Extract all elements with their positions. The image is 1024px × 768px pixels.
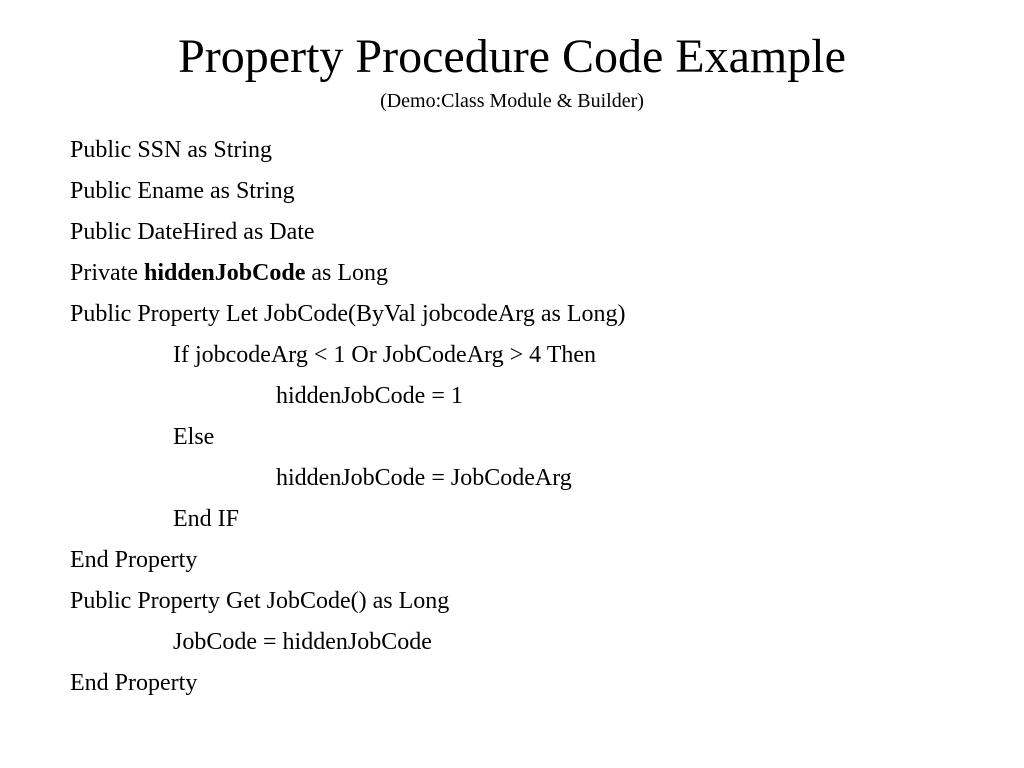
code-line-property-get: Public Property Get JobCode() as Long [70, 588, 450, 614]
code-line-datehired-declaration: Public DateHired as Date [70, 219, 315, 245]
code-line-property-let: Public Property Let JobCode(ByVal jobcodeArg as Long) [70, 301, 626, 327]
code-line-assign-default: hiddenJobCode = 1 [276, 383, 463, 409]
code-line-ename-declaration: Public Ename as String [70, 178, 295, 204]
code-line-assign-argument: hiddenJobCode = JobCodeArg [276, 465, 572, 491]
code-line-ssn-declaration: Public SSN as String [70, 137, 273, 163]
slide-subtitle: (Demo:Class Module & Builder) [380, 90, 644, 112]
code-line-end-property-let: End Property [70, 547, 198, 573]
code-line-end-property-get: End Property [70, 670, 198, 696]
code-line-hiddenjobcode-declaration [70, 253, 990, 294]
code-line-return-value: JobCode = hiddenJobCode [173, 629, 432, 655]
code-type-long: as Long [305, 260, 389, 286]
code-line-end-if: End IF [173, 506, 239, 532]
code-variable-hiddenjobcode: hiddenJobCode [143, 260, 306, 286]
slide-title: Property Procedure Code Example [178, 30, 846, 83]
code-block [70, 130, 990, 704]
code-line-if-condition: If jobcodeArg < 1 Or JobCodeArg > 4 Then [173, 342, 597, 368]
code-keyword-private: Private [70, 260, 144, 286]
code-line-else: Else [173, 424, 215, 450]
